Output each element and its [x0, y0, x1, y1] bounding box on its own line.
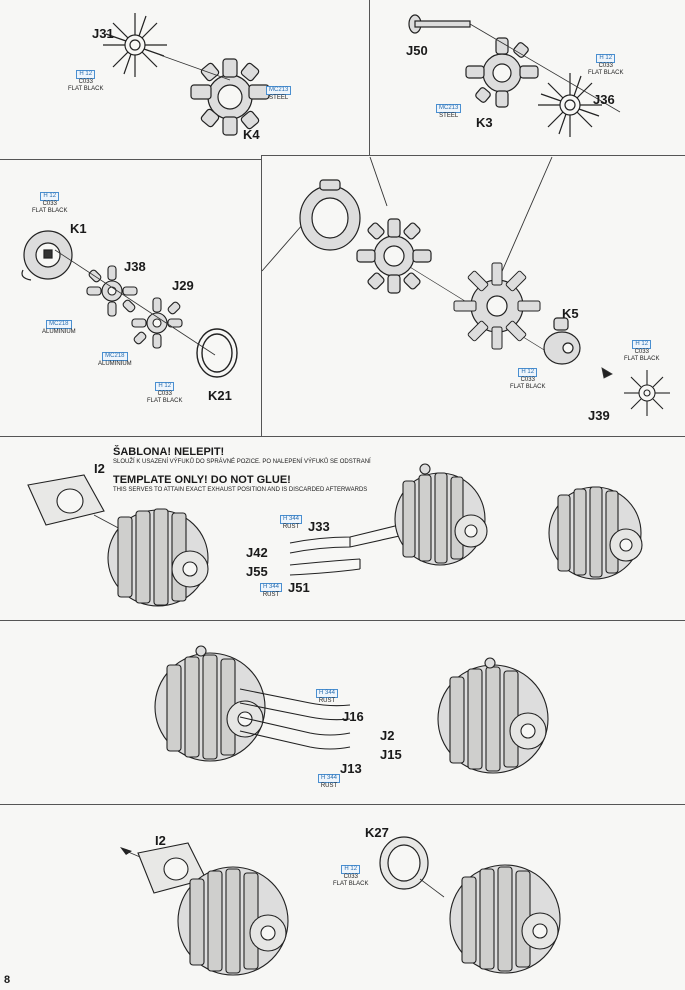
step-5-panel — [0, 436, 685, 621]
paint-callout — [42, 320, 76, 336]
label-j39: J39 — [588, 408, 610, 423]
paint-name: FLAT BLACK — [32, 208, 68, 214]
step-3-panel — [0, 159, 262, 437]
engine-right-drawing — [428, 653, 558, 783]
label-j36: J36 — [593, 92, 615, 107]
engine-left-drawing — [168, 855, 298, 983]
label-k5: K5 — [562, 306, 579, 321]
paint-code: H 12 — [155, 382, 174, 391]
template-warning-title-cz: ŠABLONA! NELEPIT! — [113, 446, 225, 458]
cylinder-assembly-drawing — [452, 261, 542, 351]
paint-name: FLAT BLACK — [147, 398, 183, 404]
label-j2: J2 — [380, 728, 395, 743]
paint-name: RUST — [282, 524, 300, 530]
template-warning-title-en: TEMPLATE ONLY! DO NOT GLUE! — [113, 474, 291, 486]
paint-code: H 12 — [632, 340, 651, 349]
label-j50: J50 — [406, 43, 428, 58]
paint-callout — [147, 382, 182, 405]
template-warning-text-cz: SLOUŽÍ K USAZENÍ VÝFUKŮ DO SPRÁVNÉ POZICE. PO NALEPENÍ VÝFUKŮ SE ODSTRANÍ — [113, 459, 371, 465]
paint-callout — [280, 515, 302, 531]
paint-code-alt: C033 — [343, 874, 358, 880]
paint-code-alt: C033 — [42, 201, 57, 207]
paint-name: RUST — [318, 698, 336, 704]
paint-callout — [588, 54, 623, 77]
paint-name: FLAT BLACK — [333, 881, 369, 887]
paint-name: ALUMINIUM — [98, 361, 132, 367]
label-i2: I2 — [155, 833, 166, 848]
paint-code: H 344 — [280, 515, 302, 524]
step-1-panel — [0, 0, 370, 160]
template-warning-text-en: THIS SERVES TO ATTAIN EXACT EXHAUST POSITION AND IS DISCARDED AFTERWARDS — [113, 487, 368, 493]
step-1-guide-line — [0, 0, 370, 160]
label-j15: J15 — [380, 747, 402, 762]
paint-callout — [266, 86, 291, 102]
step-2-panel — [369, 0, 685, 156]
paint-name: STEEL — [439, 113, 459, 119]
paint-name: FLAT BLACK — [624, 356, 660, 362]
engine-left-drawing — [98, 503, 218, 613]
paint-name: STEEL — [269, 95, 289, 101]
paint-name: FLAT BLACK — [510, 384, 546, 390]
paint-callout — [510, 368, 545, 391]
paint-code: H 12 — [596, 54, 615, 63]
label-j13: J13 — [340, 761, 362, 776]
engine-right-drawing — [540, 477, 650, 587]
paint-name: FLAT BLACK — [588, 70, 624, 76]
paint-callout — [333, 865, 368, 888]
label-j42: J42 — [246, 545, 268, 560]
label-j51: J51 — [288, 580, 310, 595]
label-j31: J31 — [92, 26, 114, 41]
paint-name: ALUMINIUM — [42, 329, 76, 335]
paint-name: RUST — [320, 783, 338, 789]
paint-callout — [98, 352, 132, 368]
step-2-guide-line — [370, 0, 685, 156]
label-i2: I2 — [94, 461, 105, 476]
paint-name: FLAT BLACK — [68, 86, 104, 92]
paint-code-alt: C033 — [78, 79, 93, 85]
step-6-panel — [0, 620, 685, 805]
paint-callout — [316, 689, 338, 705]
label-k27: K27 — [365, 825, 389, 840]
label-k3: K3 — [476, 115, 493, 130]
paint-code-alt: C033 — [157, 391, 172, 397]
paint-callout — [260, 583, 282, 599]
paint-callout — [436, 104, 461, 120]
paint-code: H 344 — [316, 689, 338, 698]
label-k21: K21 — [208, 388, 232, 403]
j39-fan-drawing — [622, 368, 672, 418]
paint-callout — [624, 340, 659, 363]
paint-code-alt: C033 — [598, 63, 613, 69]
paint-code: H 12 — [40, 192, 59, 201]
step-4-panel — [261, 155, 685, 437]
page-number: 8 — [4, 974, 11, 986]
engine-right-drawing — [440, 853, 570, 981]
paint-name: RUST — [262, 592, 280, 598]
paint-code-alt: C033 — [634, 349, 649, 355]
paint-code: MC213 — [266, 86, 291, 95]
crankcase-assembly-drawing — [354, 216, 434, 296]
step-7-panel — [0, 804, 685, 990]
paint-code: MC218 — [102, 352, 127, 361]
k27-cowl-ring-drawing — [374, 833, 434, 893]
label-j16: J16 — [342, 709, 364, 724]
k5-hub-drawing — [532, 316, 592, 371]
paint-code-alt: C033 — [520, 377, 535, 383]
paint-code: H 344 — [260, 583, 282, 592]
paint-code: H 12 — [518, 368, 537, 377]
label-k4: K4 — [243, 127, 260, 142]
paint-callout — [318, 774, 340, 790]
paint-callout — [32, 192, 67, 215]
paint-code: H 344 — [318, 774, 340, 783]
paint-code: H 12 — [76, 70, 95, 79]
engine-middle-drawing — [385, 461, 495, 571]
label-k1: K1 — [70, 221, 87, 236]
paint-code: MC213 — [436, 104, 461, 113]
label-j33: J33 — [308, 519, 330, 534]
label-j38: J38 — [124, 259, 146, 274]
label-j29: J29 — [172, 278, 194, 293]
paint-callout — [68, 70, 103, 93]
paint-code: MC218 — [46, 320, 71, 329]
paint-code: H 12 — [341, 865, 360, 874]
label-j55: J55 — [246, 564, 268, 579]
